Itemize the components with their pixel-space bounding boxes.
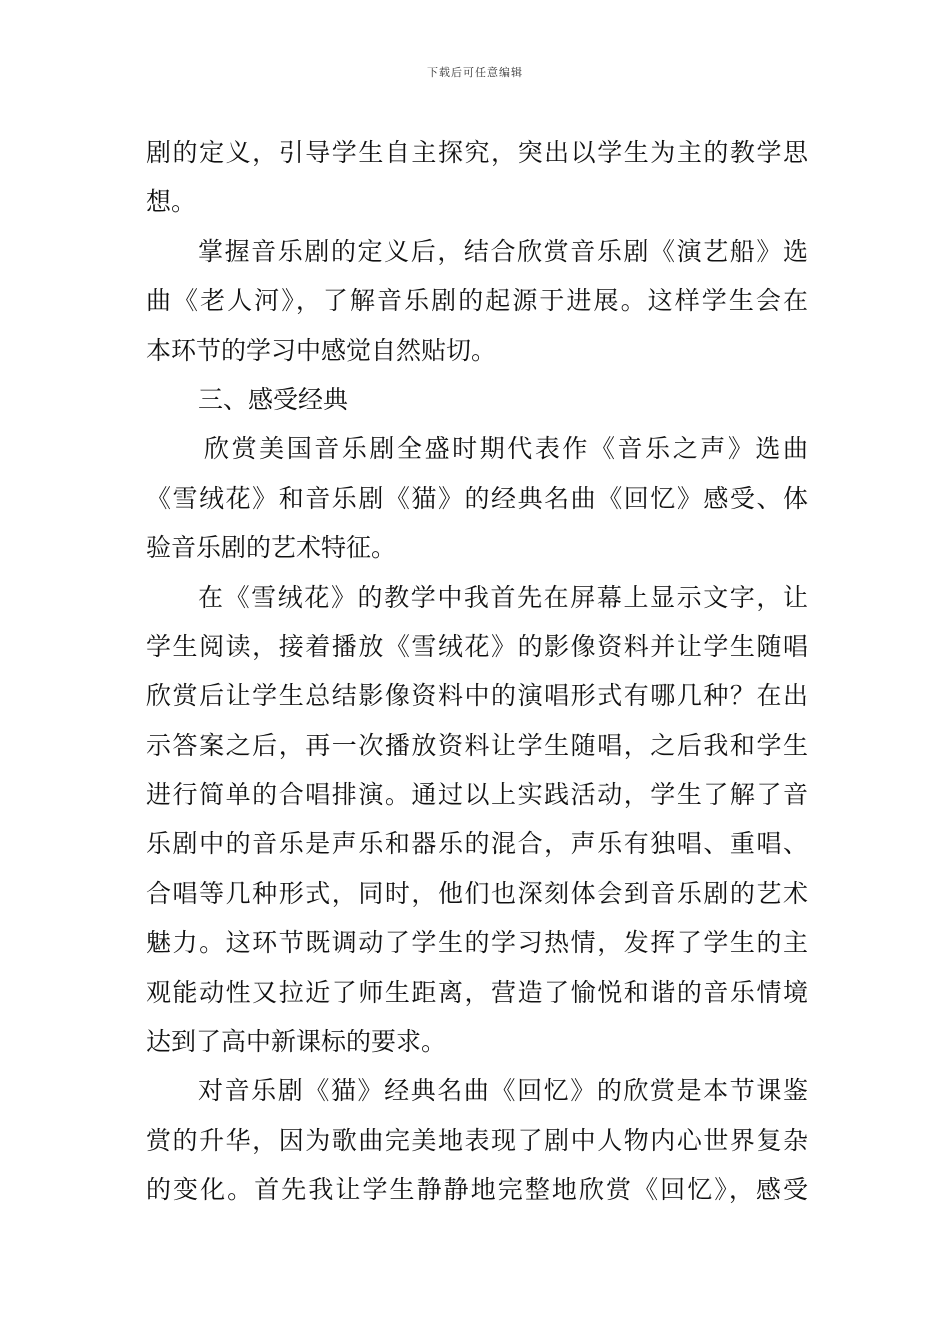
text-line: 达到了高中新课标的要求。 (146, 1027, 447, 1057)
text-line: 的变化。首先我让学生静静地完整地欣赏《回忆》，感受 (146, 1175, 808, 1205)
text-line: 验音乐剧的艺术特征。 (146, 533, 397, 563)
text-line: 乐剧中的音乐是声乐和器乐的混合，声乐有独唱、重唱、 (146, 829, 808, 859)
text-line: 剧的定义，引导学生自主探究，突出以学生为主的教学思 (146, 138, 808, 167)
text-line: 欣赏美国音乐剧全盛时期代表作《音乐之声》选曲 (204, 434, 808, 464)
text-line: 想。 (146, 187, 197, 217)
page-header-note: 下载后可任意编辑 (427, 66, 523, 79)
text-line: 进行简单的合唱排演。通过以上实践活动，学生了解了音 (146, 780, 808, 810)
text-line: 对音乐剧《猫》经典名曲《回忆》的欣赏是本节课鉴 (198, 1076, 808, 1106)
text-line: 在《雪绒花》的教学中我首先在屏幕上显示文字，让 (198, 582, 808, 612)
document-body (146, 128, 808, 1215)
text-line: 《雪绒花》和音乐剧《猫》的经典名曲《回忆》感受、体 (146, 483, 808, 513)
text-line: 欣赏后让学生总结影像资料中的演唱形式有哪几种？在出 (146, 681, 808, 711)
text-line: 示答案之后，再一次播放资料让学生随唱，之后我和学生 (146, 730, 808, 760)
text-line: 魅力。这环节既调动了学生的学习热情，发挥了学生的主 (146, 928, 808, 958)
text-line: 合唱等几种形式，同时，他们也深刻体会到音乐剧的艺术 (146, 878, 808, 908)
text-line: 曲《老人河》，了解音乐剧的起源于进展。这样学生会在 (146, 286, 808, 316)
text-line: 学生阅读，接着播放《雪绒花》的影像资料并让学生随唱 (146, 631, 808, 661)
text-line: 观能动性又拉近了师生距离，营造了愉悦和谐的音乐情境 (146, 977, 808, 1007)
section-heading: 三、感受经典 (198, 384, 349, 414)
text-line: 掌握音乐剧的定义后，结合欣赏音乐剧《演艺船》选 (198, 236, 808, 266)
text-line: 本环节的学习中感觉自然贴切。 (146, 335, 497, 365)
text-line: 赏的升华，因为歌曲完美地表现了剧中人物内心世界复杂 (146, 1125, 808, 1155)
